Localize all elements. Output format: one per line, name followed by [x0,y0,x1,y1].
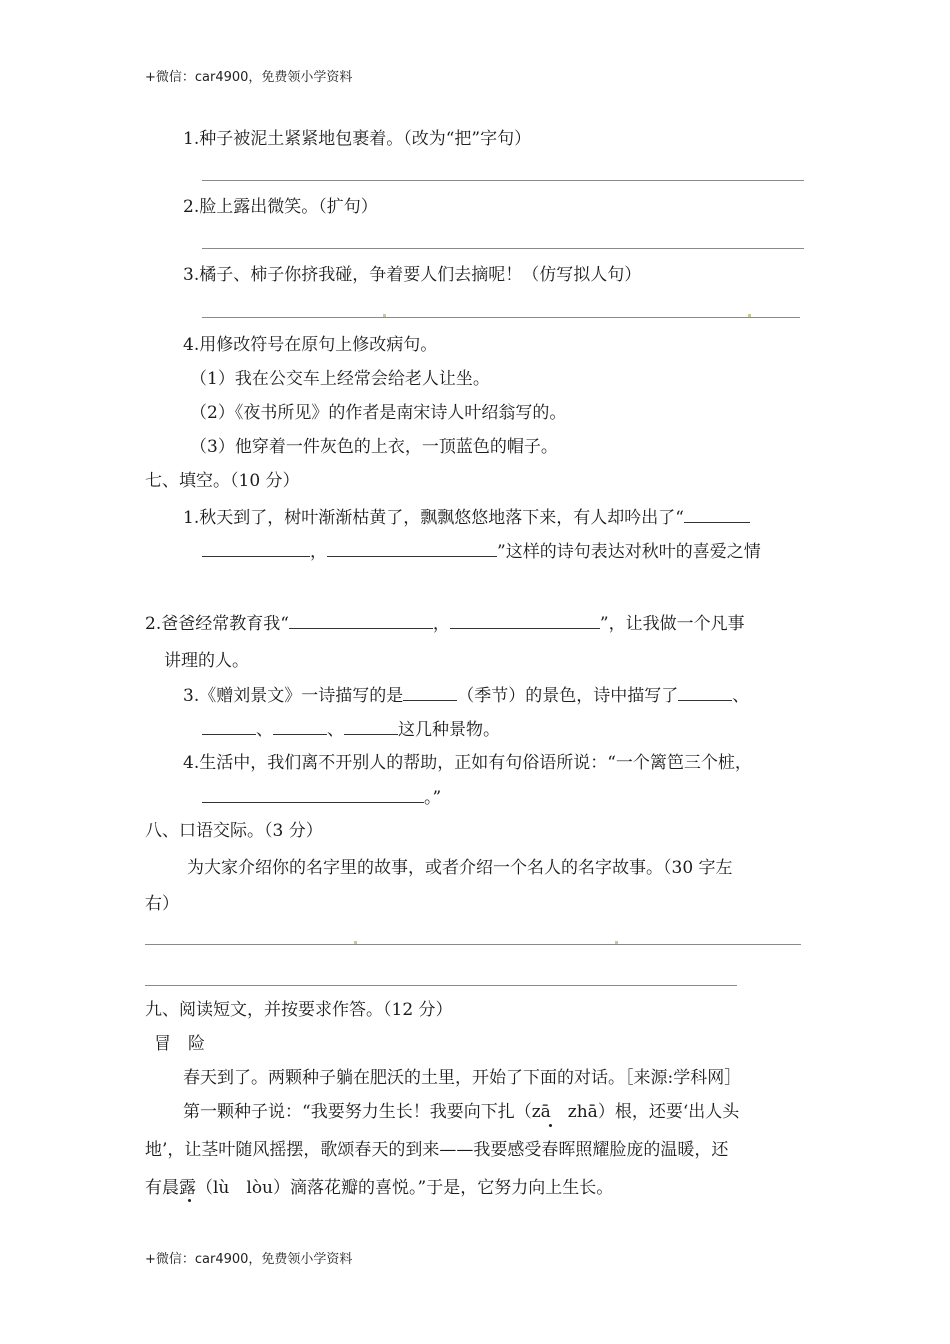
question-7-3-mid: （季节）的景色，诗中描写了 [457,686,679,706]
fill-blank-7-2-b[interactable] [450,612,600,629]
story-paragraph-1: 春天到了。两颗种子躺在肥沃的土里，开始了下面的对话。［来源:学科网］ [183,1068,742,1088]
fill-blank-7-3-scene-3[interactable] [273,718,327,735]
question-7-2-tail: ”，让我做一个凡事 [599,614,745,634]
story-title: 冒 险 [154,1034,205,1054]
separator: 、 [732,686,750,706]
question-7-2-comma: ， [432,614,450,634]
page-header: +微信：car4900，免费领小学资料 [145,70,353,85]
scan-mark [354,941,357,944]
question-7-3-text: 3.《赠刘景文》一诗描写的是 [183,686,404,706]
section-8-prompt-a: 为大家介绍你的名字里的故事，或者介绍一个名人的名字故事。（30 字左 [187,858,733,878]
fill-blank-7-3-season[interactable] [403,684,457,701]
question-7-1-text: 1.秋天到了，树叶渐渐枯黄了，飘飘悠悠地落下来，有人却吟出了“ [183,508,684,528]
section-8-prompt-b: 右） [145,894,179,914]
question-7-4-line-a: 4.生活中，我们离不开别人的帮助，正如有句俗语所说：“一个篱笆三个桩， [183,753,752,773]
story-paragraph-2-c: 有晨露（lù lòu）滴落花瓣的喜悦。”于是，它努力向上生长。 [145,1178,614,1198]
fill-blank-7-1-b[interactable] [202,540,310,557]
answer-line-6-1[interactable] [202,180,804,181]
section-8-title: 八、口语交际。（3 分） [145,821,323,841]
question-6-4-1: （1）我在公交车上经常会给老人让坐。 [190,369,490,389]
scan-mark [615,941,618,944]
answer-line-6-2[interactable] [202,248,804,249]
question-6-2: 2.脸上露出微笑。（扩句） [183,197,378,217]
separator: 、 [327,720,344,740]
page-footer: +微信：car4900，免费领小学资料 [145,1252,353,1267]
question-7-2-text: 2.爸爸经常教育我“ [145,614,289,634]
story-paragraph-2-a: 第一颗种子说：“我要努力生长！我要向下扎（zā zhā）根，还要‘出人头 [183,1102,740,1122]
question-7-1-line-a [183,506,750,529]
section-7-title: 七、填空。（10 分） [145,471,300,491]
separator: 、 [256,720,273,740]
question-6-4-3: （3）他穿着一件灰色的上衣，一顶蓝色的帽子。 [190,437,558,457]
question-6-1: 1.种子被泥土紧紧地包裹着。（改为“把”字句） [183,129,532,149]
question-7-3-line-b [202,718,500,741]
fill-blank-7-1-c[interactable] [327,540,497,557]
question-6-4: 4.用修改符号在原句上修改病句。 [183,335,438,355]
question-7-2-line-a [145,612,745,635]
question-7-1-line-b [202,540,761,563]
fill-blank-7-4[interactable] [202,786,424,803]
question-7-4-tail: 。” [424,788,442,808]
question-7-2-line-b: 讲理的人。 [164,651,249,671]
scan-mark [748,314,751,317]
answer-line-8-1[interactable] [145,944,801,945]
story-paragraph-2-b: 地’，让茎叶随风摇摆，歌颂春天的到来——我要感受春晖照耀脸庞的温暖，还 [145,1140,729,1160]
question-7-3-line-a [183,684,749,707]
emphasis-dot [188,1199,191,1202]
fill-blank-7-3-scene-2[interactable] [202,718,256,735]
fill-blank-7-2-a[interactable] [289,612,433,629]
question-7-3-tail: 这几种景物。 [398,720,500,740]
emphasis-dot [549,1124,552,1127]
question-7-4-line-b [202,786,441,809]
answer-line-8-2[interactable] [145,985,737,986]
question-6-4-2: （2）《夜书所见》的作者是南宋诗人叶绍翁写的。 [190,403,567,423]
answer-line-6-3[interactable] [202,317,800,318]
question-7-1-comma: ， [310,542,327,562]
fill-blank-7-3-scene-4[interactable] [344,718,398,735]
fill-blank-7-1-a[interactable] [684,506,750,523]
section-9-title: 九、阅读短文，并按要求作答。（12 分） [145,1000,453,1020]
question-7-1-tail: ”这样的诗句表达对秋叶的喜爱之情 [497,542,761,562]
fill-blank-7-3-scene-1[interactable] [678,684,732,701]
question-6-3: 3.橘子、柿子你挤我碰，争着要人们去摘呢！（仿写拟人句） [183,265,642,285]
scan-mark [383,314,386,317]
